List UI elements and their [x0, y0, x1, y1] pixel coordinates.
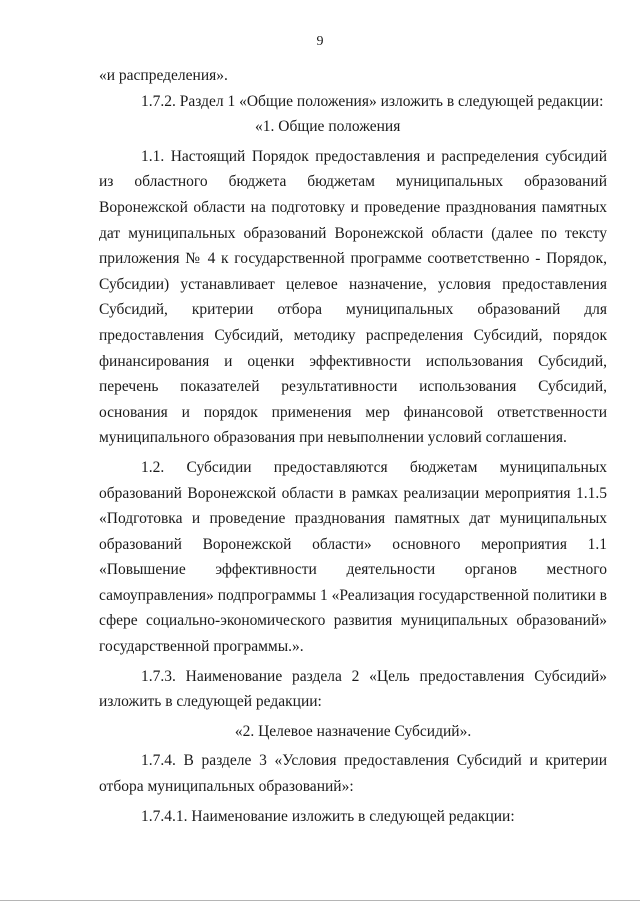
section-heading-general-provisions: «1. Общие положения — [255, 118, 401, 136]
paragraph-1-7-4-1: 1.7.4.1. Наименование изложить в следующей редакции: — [141, 807, 515, 825]
page-number: 9 — [316, 34, 324, 49]
section-heading-target-purpose: «2. Целевое назначение Субсидий». — [234, 722, 472, 740]
paragraph-continuation: «и распределения». — [99, 67, 228, 84]
page-bottom-edge — [0, 900, 640, 901]
document-body — [99, 63, 607, 829]
paragraph-1-7-4: 1.7.4. В разделе 3 «Условия предоставления Субсидий и критерии отбора муниципальных образований»: — [99, 752, 607, 796]
paragraph-1-7-3: 1.7.3. Наименование раздела 2 «Цель предоставления Субсидий» изложить в следующей редакции: — [99, 667, 607, 711]
paragraph-1-2: 1.2. Субсидии предоставляются бюджетам муниципальных образований Воронежской области в рамках реализации мероприятия 1.1.5 «Подготовка и проведение празднования памятных дат муниципальных образований Воронежской области» основного мероприятия 1.1 «Повышение эффективности деятельности органов местного самоуправления» подпрограммы 1 «Реализация государственной политики в сфере социально-экономического развития муниципальных образований» государственной программы.». — [99, 458, 607, 656]
paragraph-1-1: 1.1. Настоящий Порядок предоставления и распределения субсидий из областного бюджета бюджетам муниципальных образований Воронежской области на подготовку и проведение празднования памятных дат муниципальных образований Воронежской области (далее по тексту приложения № 4 к государственной программе соответственно - Порядок, Субсидии) устанавливает целевое назначение, условия предоставления Субсидий, критерии отбора муниципальных образований для предоставления Субсидий, методику распределения Субсидий, порядок финансирования и оценки эффективности использования Субсидий, перечень показателей результативности использования Субсидий, основания и порядок применения мер финансовой ответственности муниципального образования при невыполнении условий соглашения. — [99, 147, 607, 447]
paragraph-1-7-2: 1.7.2. Раздел 1 «Общие положения» изложить в следующей редакции: — [141, 92, 604, 110]
